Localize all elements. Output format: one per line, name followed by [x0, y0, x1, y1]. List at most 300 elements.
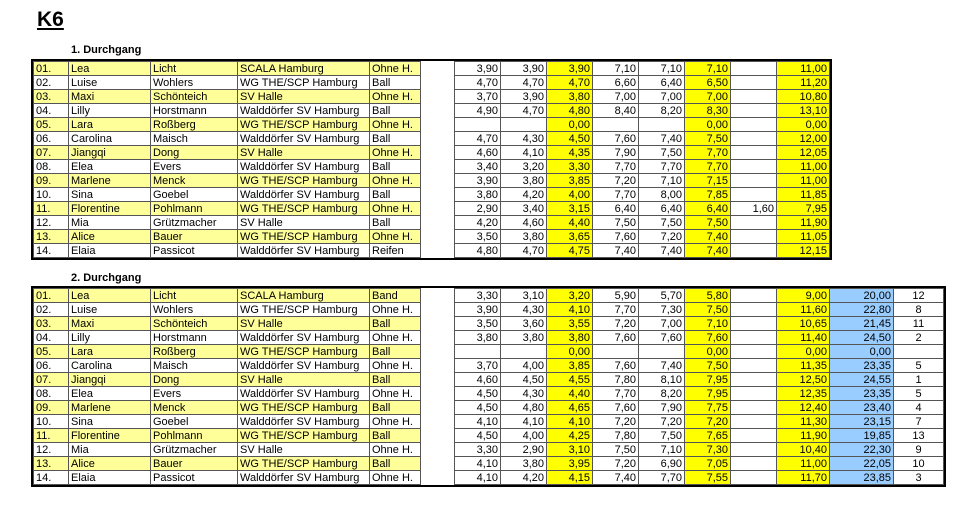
- cell-d1: 3,50: [455, 317, 501, 331]
- cell-final-score: 9,00: [777, 289, 830, 303]
- cell-total: 23,40: [830, 401, 894, 415]
- cell-first-name: Florentine: [69, 202, 151, 216]
- cell-spacer: [421, 118, 455, 132]
- cell-final-score: 11,60: [777, 303, 830, 317]
- cell-apparatus: Ball: [370, 373, 421, 387]
- cell-e2: 7,00: [639, 90, 685, 104]
- cell-d2: 4,00: [501, 429, 547, 443]
- cell-deduction: [731, 90, 777, 104]
- table-row: [34, 188, 830, 202]
- cell-d-score: 4,10: [547, 303, 593, 317]
- cell-deduction: [731, 118, 777, 132]
- cell-apparatus: Ball: [370, 401, 421, 415]
- cell-e-score: 0,00: [685, 345, 731, 359]
- cell-last-name: Roßberg: [151, 345, 238, 359]
- cell-d-score: 4,10: [547, 415, 593, 429]
- cell-final-score: 11,70: [777, 471, 830, 485]
- cell-d1: 4,20: [455, 216, 501, 230]
- cell-d2: 4,80: [501, 401, 547, 415]
- cell-d1: 4,70: [455, 76, 501, 90]
- cell-total: 23,15: [830, 415, 894, 429]
- cell-deduction: [731, 429, 777, 443]
- cell-first-name: Alice: [69, 457, 151, 471]
- cell-last-name: Evers: [151, 387, 238, 401]
- cell-apparatus: Ball: [370, 345, 421, 359]
- cell-d2: 4,20: [501, 188, 547, 202]
- cell-spacer: [421, 345, 455, 359]
- cell-e1: 7,90: [593, 146, 639, 160]
- cell-deduction: [731, 359, 777, 373]
- cell-last-name: Schönteich: [151, 317, 238, 331]
- table-row: [34, 76, 830, 90]
- cell-d-score: 4,15: [547, 471, 593, 485]
- cell-total: 21,45: [830, 317, 894, 331]
- cell-e-score: 7,50: [685, 216, 731, 230]
- table-row: [34, 401, 944, 415]
- table-row: [34, 471, 944, 485]
- cell-deduction: [731, 387, 777, 401]
- cell-rank: 7: [894, 415, 944, 429]
- cell-d2: 4,00: [501, 359, 547, 373]
- cell-nr: 11.: [34, 429, 69, 443]
- cell-club: Walddörfer SV Hamburg: [238, 387, 370, 401]
- cell-first-name: Jiangqi: [69, 146, 151, 160]
- cell-rank: 8: [894, 303, 944, 317]
- cell-deduction: [731, 132, 777, 146]
- cell-apparatus: Ohne H.: [370, 331, 421, 345]
- cell-e2: 7,10: [639, 62, 685, 76]
- cell-rank: 3: [894, 471, 944, 485]
- cell-d2: 3,90: [501, 90, 547, 104]
- cell-first-name: Jiangqi: [69, 373, 151, 387]
- cell-club: SV Halle: [238, 443, 370, 457]
- table-row: [34, 443, 944, 457]
- cell-spacer: [421, 457, 455, 471]
- cell-club: WG THE/SCP Hamburg: [238, 303, 370, 317]
- cell-final-score: 10,40: [777, 443, 830, 457]
- cell-final-score: 12,50: [777, 373, 830, 387]
- cell-e2: 5,70: [639, 289, 685, 303]
- cell-d1: 4,90: [455, 104, 501, 118]
- cell-total: 22,30: [830, 443, 894, 457]
- cell-e-score: 7,40: [685, 244, 731, 258]
- table-row: [34, 429, 944, 443]
- cell-e-score: 7,50: [685, 132, 731, 146]
- cell-d2: 4,70: [501, 76, 547, 90]
- cell-d-score: 4,65: [547, 401, 593, 415]
- cell-e2: [639, 345, 685, 359]
- cell-first-name: Elea: [69, 160, 151, 174]
- cell-first-name: Lara: [69, 345, 151, 359]
- cell-d2: 4,10: [501, 415, 547, 429]
- cell-e-score: 7,05: [685, 457, 731, 471]
- cell-nr: 02.: [34, 76, 69, 90]
- cell-e2: 7,60: [639, 331, 685, 345]
- cell-spacer: [421, 160, 455, 174]
- cell-last-name: Passicot: [151, 244, 238, 258]
- cell-deduction: 1,60: [731, 202, 777, 216]
- cell-first-name: Marlene: [69, 174, 151, 188]
- section-heading-1: 1. Durchgang: [71, 44, 142, 56]
- cell-spacer: [421, 415, 455, 429]
- cell-d1: 3,90: [455, 303, 501, 317]
- cell-d1: 4,10: [455, 457, 501, 471]
- table-row: [34, 331, 944, 345]
- cell-e2: 7,00: [639, 317, 685, 331]
- cell-first-name: Elaia: [69, 471, 151, 485]
- cell-spacer: [421, 146, 455, 160]
- cell-nr: 03.: [34, 90, 69, 104]
- cell-apparatus: Ball: [370, 457, 421, 471]
- cell-last-name: Menck: [151, 174, 238, 188]
- cell-final-score: 11,00: [777, 160, 830, 174]
- cell-total: 20,00: [830, 289, 894, 303]
- results-table-1: [33, 61, 830, 258]
- cell-d2: 4,60: [501, 216, 547, 230]
- cell-e1: 7,70: [593, 303, 639, 317]
- table-row: [34, 345, 944, 359]
- cell-total: 24,55: [830, 373, 894, 387]
- cell-e2: 7,50: [639, 429, 685, 443]
- cell-deduction: [731, 415, 777, 429]
- cell-spacer: [421, 443, 455, 457]
- cell-d-score: 3,10: [547, 443, 593, 457]
- cell-d1: 4,10: [455, 471, 501, 485]
- cell-final-score: 7,95: [777, 202, 830, 216]
- cell-apparatus: Ohne H.: [370, 118, 421, 132]
- cell-total: 23,35: [830, 359, 894, 373]
- table-row: [34, 132, 830, 146]
- cell-spacer: [421, 202, 455, 216]
- cell-nr: 12.: [34, 443, 69, 457]
- cell-apparatus: Ball: [370, 132, 421, 146]
- cell-rank: 5: [894, 359, 944, 373]
- cell-total: 22,80: [830, 303, 894, 317]
- cell-last-name: Maisch: [151, 359, 238, 373]
- table-row: [34, 230, 830, 244]
- cell-nr: 05.: [34, 345, 69, 359]
- cell-d2: 4,30: [501, 132, 547, 146]
- cell-e1: 7,20: [593, 457, 639, 471]
- cell-e2: 7,70: [639, 160, 685, 174]
- cell-apparatus: Ball: [370, 216, 421, 230]
- cell-club: WG THE/SCP Hamburg: [238, 76, 370, 90]
- cell-e2: 6,40: [639, 202, 685, 216]
- cell-d-score: 4,55: [547, 373, 593, 387]
- cell-rank: 12: [894, 289, 944, 303]
- cell-e1: 7,60: [593, 331, 639, 345]
- cell-d1: 2,90: [455, 202, 501, 216]
- cell-club: WG THE/SCP Hamburg: [238, 457, 370, 471]
- cell-last-name: Passicot: [151, 471, 238, 485]
- cell-e1: 7,70: [593, 188, 639, 202]
- cell-e2: 7,40: [639, 132, 685, 146]
- table-row: [34, 289, 944, 303]
- cell-club: WG THE/SCP Hamburg: [238, 174, 370, 188]
- cell-apparatus: Ohne H.: [370, 202, 421, 216]
- cell-total: 22,05: [830, 457, 894, 471]
- cell-nr: 12.: [34, 216, 69, 230]
- cell-d1: 3,80: [455, 188, 501, 202]
- cell-d1: 3,30: [455, 443, 501, 457]
- cell-club: SCALA Hamburg: [238, 62, 370, 76]
- cell-final-score: 12,15: [777, 244, 830, 258]
- cell-final-score: 10,65: [777, 317, 830, 331]
- cell-final-score: 0,00: [777, 118, 830, 132]
- cell-spacer: [421, 471, 455, 485]
- cell-club: Walddörfer SV Hamburg: [238, 132, 370, 146]
- table-row: [34, 160, 830, 174]
- cell-first-name: Maxi: [69, 317, 151, 331]
- cell-d1: 3,30: [455, 289, 501, 303]
- cell-deduction: [731, 104, 777, 118]
- cell-e1: 7,60: [593, 132, 639, 146]
- cell-rank: 4: [894, 401, 944, 415]
- cell-first-name: Lilly: [69, 331, 151, 345]
- cell-final-score: 12,00: [777, 132, 830, 146]
- cell-deduction: [731, 76, 777, 90]
- cell-rank: 1: [894, 373, 944, 387]
- cell-e1: 7,20: [593, 317, 639, 331]
- cell-d2: 3,80: [501, 457, 547, 471]
- cell-first-name: Carolina: [69, 132, 151, 146]
- table-row: [34, 387, 944, 401]
- cell-spacer: [421, 317, 455, 331]
- cell-first-name: Sina: [69, 188, 151, 202]
- cell-first-name: Luise: [69, 76, 151, 90]
- cell-club: Walddörfer SV Hamburg: [238, 415, 370, 429]
- cell-e2: 7,10: [639, 174, 685, 188]
- cell-e2: 6,90: [639, 457, 685, 471]
- cell-e-score: 7,75: [685, 401, 731, 415]
- cell-e1: 6,40: [593, 202, 639, 216]
- cell-apparatus: Band: [370, 289, 421, 303]
- cell-final-score: 12,05: [777, 146, 830, 160]
- cell-d-score: 3,90: [547, 62, 593, 76]
- cell-rank: 9: [894, 443, 944, 457]
- cell-d-score: 4,40: [547, 216, 593, 230]
- cell-first-name: Elaia: [69, 244, 151, 258]
- cell-nr: 06.: [34, 359, 69, 373]
- cell-final-score: 10,80: [777, 90, 830, 104]
- cell-club: SV Halle: [238, 90, 370, 104]
- cell-e-score: 7,70: [685, 146, 731, 160]
- cell-d-score: 3,80: [547, 90, 593, 104]
- cell-e1: 7,50: [593, 216, 639, 230]
- cell-total: 24,50: [830, 331, 894, 345]
- cell-apparatus: Ohne H.: [370, 443, 421, 457]
- cell-nr: 11.: [34, 202, 69, 216]
- cell-rank: [894, 345, 944, 359]
- cell-e1: 7,70: [593, 387, 639, 401]
- cell-final-score: 11,00: [777, 174, 830, 188]
- cell-last-name: Goebel: [151, 415, 238, 429]
- cell-d1: 4,50: [455, 401, 501, 415]
- cell-last-name: Roßberg: [151, 118, 238, 132]
- cell-d2: 4,20: [501, 471, 547, 485]
- cell-club: WG THE/SCP Hamburg: [238, 202, 370, 216]
- cell-d2: 3,10: [501, 289, 547, 303]
- cell-nr: 02.: [34, 303, 69, 317]
- page-title: K6: [37, 8, 64, 31]
- cell-e1: 7,80: [593, 429, 639, 443]
- cell-rank: 10: [894, 457, 944, 471]
- cell-e-score: 6,40: [685, 202, 731, 216]
- cell-spacer: [421, 401, 455, 415]
- cell-d-score: 4,25: [547, 429, 593, 443]
- cell-deduction: [731, 443, 777, 457]
- cell-d2: 3,80: [501, 331, 547, 345]
- cell-e1: 7,10: [593, 62, 639, 76]
- cell-d-score: 3,80: [547, 331, 593, 345]
- cell-d2: 3,20: [501, 160, 547, 174]
- cell-deduction: [731, 401, 777, 415]
- cell-apparatus: Ohne H.: [370, 174, 421, 188]
- cell-d1: 4,50: [455, 387, 501, 401]
- cell-d2: 4,70: [501, 104, 547, 118]
- cell-apparatus: Ohne H.: [370, 415, 421, 429]
- cell-deduction: [731, 216, 777, 230]
- cell-d2: 4,30: [501, 303, 547, 317]
- cell-d1: 4,80: [455, 244, 501, 258]
- cell-club: Walddörfer SV Hamburg: [238, 104, 370, 118]
- cell-club: Walddörfer SV Hamburg: [238, 188, 370, 202]
- cell-deduction: [731, 146, 777, 160]
- cell-last-name: Pohlmann: [151, 429, 238, 443]
- cell-final-score: 11,30: [777, 415, 830, 429]
- cell-club: SCALA Hamburg: [238, 289, 370, 303]
- cell-deduction: [731, 230, 777, 244]
- cell-deduction: [731, 331, 777, 345]
- table-row: [34, 146, 830, 160]
- cell-nr: 04.: [34, 104, 69, 118]
- cell-last-name: Licht: [151, 289, 238, 303]
- cell-deduction: [731, 160, 777, 174]
- cell-d-score: 4,00: [547, 188, 593, 202]
- cell-d1: 4,60: [455, 373, 501, 387]
- cell-nr: 01.: [34, 289, 69, 303]
- cell-final-score: 11,90: [777, 429, 830, 443]
- cell-e1: 7,70: [593, 160, 639, 174]
- cell-d-score: 3,85: [547, 359, 593, 373]
- cell-e1: 7,20: [593, 174, 639, 188]
- cell-rank: 11: [894, 317, 944, 331]
- cell-e1: 7,00: [593, 90, 639, 104]
- cell-last-name: Grützmacher: [151, 443, 238, 457]
- cell-d2: 4,70: [501, 244, 547, 258]
- cell-spacer: [421, 62, 455, 76]
- cell-spacer: [421, 303, 455, 317]
- cell-d2: 3,40: [501, 202, 547, 216]
- cell-last-name: Grützmacher: [151, 216, 238, 230]
- table-row: [34, 359, 944, 373]
- cell-total: 23,85: [830, 471, 894, 485]
- cell-apparatus: Ball: [370, 429, 421, 443]
- cell-first-name: Lara: [69, 118, 151, 132]
- cell-apparatus: Ohne H.: [370, 62, 421, 76]
- cell-d1: 3,70: [455, 90, 501, 104]
- cell-club: WG THE/SCP Hamburg: [238, 345, 370, 359]
- cell-d-score: 3,85: [547, 174, 593, 188]
- cell-e2: 7,10: [639, 443, 685, 457]
- cell-final-score: 13,10: [777, 104, 830, 118]
- cell-e2: 7,40: [639, 359, 685, 373]
- cell-club: Walddörfer SV Hamburg: [238, 160, 370, 174]
- table-row: [34, 118, 830, 132]
- cell-e-score: 7,85: [685, 188, 731, 202]
- cell-first-name: Carolina: [69, 359, 151, 373]
- cell-first-name: Marlene: [69, 401, 151, 415]
- cell-e-score: 8,30: [685, 104, 731, 118]
- cell-deduction: [731, 317, 777, 331]
- table-row: [34, 90, 830, 104]
- cell-e-score: 7,50: [685, 359, 731, 373]
- cell-club: SV Halle: [238, 146, 370, 160]
- cell-nr: 03.: [34, 317, 69, 331]
- cell-club: WG THE/SCP Hamburg: [238, 429, 370, 443]
- cell-nr: 10.: [34, 188, 69, 202]
- cell-d1: 4,60: [455, 146, 501, 160]
- cell-e-score: 6,50: [685, 76, 731, 90]
- cell-club: Walddörfer SV Hamburg: [238, 331, 370, 345]
- cell-rank: 5: [894, 387, 944, 401]
- results-table-2: [33, 288, 944, 485]
- cell-d-score: 3,20: [547, 289, 593, 303]
- cell-total: 23,35: [830, 387, 894, 401]
- cell-d1: 3,90: [455, 174, 501, 188]
- cell-last-name: Pohlmann: [151, 202, 238, 216]
- cell-last-name: Bauer: [151, 230, 238, 244]
- cell-e-score: 7,65: [685, 429, 731, 443]
- table-row: [34, 373, 944, 387]
- cell-first-name: Sina: [69, 415, 151, 429]
- cell-last-name: Dong: [151, 146, 238, 160]
- cell-nr: 04.: [34, 331, 69, 345]
- cell-first-name: Lea: [69, 289, 151, 303]
- cell-e2: 7,70: [639, 471, 685, 485]
- cell-spacer: [421, 359, 455, 373]
- cell-nr: 09.: [34, 401, 69, 415]
- cell-e2: 7,20: [639, 230, 685, 244]
- cell-e1: [593, 118, 639, 132]
- cell-d-score: 4,75: [547, 244, 593, 258]
- cell-rank: 13: [894, 429, 944, 443]
- cell-deduction: [731, 471, 777, 485]
- table-row: [34, 104, 830, 118]
- cell-first-name: Florentine: [69, 429, 151, 443]
- cell-apparatus: Ball: [370, 104, 421, 118]
- cell-nr: 05.: [34, 118, 69, 132]
- cell-e2: 7,20: [639, 415, 685, 429]
- cell-first-name: Luise: [69, 303, 151, 317]
- cell-d2: 4,30: [501, 387, 547, 401]
- cell-d1: 4,70: [455, 132, 501, 146]
- cell-e-score: 7,30: [685, 443, 731, 457]
- cell-d-score: 3,15: [547, 202, 593, 216]
- cell-apparatus: Ball: [370, 160, 421, 174]
- cell-club: Walddörfer SV Hamburg: [238, 244, 370, 258]
- cell-d2: 3,80: [501, 230, 547, 244]
- cell-d-score: 3,65: [547, 230, 593, 244]
- cell-d1: 3,40: [455, 160, 501, 174]
- cell-e1: 7,80: [593, 373, 639, 387]
- cell-d-score: 0,00: [547, 345, 593, 359]
- cell-e-score: 7,60: [685, 331, 731, 345]
- cell-club: Walddörfer SV Hamburg: [238, 471, 370, 485]
- cell-e2: 8,20: [639, 104, 685, 118]
- cell-e-score: 7,55: [685, 471, 731, 485]
- cell-nr: 01.: [34, 62, 69, 76]
